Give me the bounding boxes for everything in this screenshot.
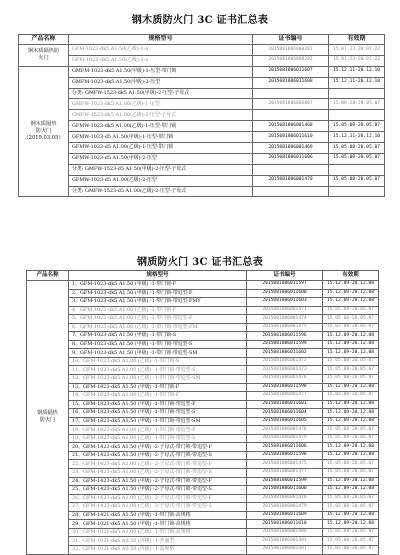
spec-model-cell: GMFM-1023-dk5 A1.50(甲级)-1-压型-带门锁 (69, 66, 253, 77)
validity-cell: 15.05.08-20.05.07 (323, 375, 379, 384)
spec-model-cell: 10、GFM-1023-dk5 A1.00 (乙级) -1-带门锁-S (69, 357, 247, 366)
header-spec-model: 规格型号 (69, 35, 253, 45)
cert-number-cell: 2015081806001483 (247, 537, 323, 546)
spec-model-cell: 25、GFM-1423-dk5 A1.50 (甲级) -2-子母式-带门锁-带追型-S (69, 486, 247, 495)
spec-model-cell: 29、GFM-1021-dk5 A1.50 (甲级) -1-带门锁-高规格 (69, 520, 247, 529)
spec-model-cell: 分类: GMFW-1523-d5 A1.00(乙级)-2-压型-子母式 (69, 186, 253, 197)
cert-number-cell: 2015081806001475 (247, 460, 323, 469)
cert-number-cell: 2015081806001476 (247, 375, 323, 384)
cert-number-cell: 2015081806011603 (247, 298, 323, 307)
table-row (27, 469, 379, 478)
validity-cell: 15.05.08-20.05.07 (323, 503, 379, 512)
cert-number-cell: 2015081806011599 (247, 340, 323, 349)
validity-cell: 15.05.08-20.05.07 (323, 537, 379, 546)
product-name-cell (27, 281, 69, 555)
table-row (27, 392, 379, 401)
table-row (27, 511, 379, 520)
validity-cell: 15.12.11-20.12.10 (329, 66, 385, 77)
table-row (27, 451, 379, 460)
validity-cell (329, 186, 385, 197)
cert-number-cell: 2015081806011602 (247, 349, 323, 358)
table-row (19, 99, 385, 110)
table-row (27, 289, 379, 298)
table2-body (27, 281, 379, 555)
spec-model-cell: 8、GFM-1023-dk5 A1.50 (甲级) -1-带门锁-带追型-S (69, 340, 247, 349)
spec-model-cell: 分类: GMFW-1523-dk5 A1.50(甲级)-2-压型-子母式 (69, 88, 253, 99)
spec-model-cell: 14、GFM-1823-dk5 A1.00 (乙级) -1-带门锁-F (69, 392, 247, 401)
cert-number-cell: 2015081806001475 (247, 323, 323, 332)
spec-model-cell: GMFM-1023-dk5 A1.50(甲级)-2-压型 (69, 77, 253, 88)
certificate-table-steel (26, 270, 379, 555)
cert-number-cell: 2015081806011600 (247, 486, 323, 495)
cert-number-cell: 2015081806001468 (253, 121, 329, 132)
cert-number-cell: 2015081806011606 (253, 153, 329, 164)
table-row (19, 110, 385, 121)
cert-number-cell: 2015081806011610 (247, 520, 323, 529)
table-row (27, 323, 379, 332)
spec-model-cell: 28、GFM-1421-dk5 A1.50 (甲级) -1-带门锁-高规格 (69, 511, 247, 520)
spec-model-cell: 7、GFM-1023-dk5 A1.50 (甲级) -1-带门锁-S (69, 332, 247, 341)
table-header-row (19, 35, 385, 45)
cert-number-cell (253, 186, 329, 197)
spec-model-cell: 19、GFM-1823-dk5 A1.00 (乙级) -1-带门锁-带追型-S (69, 434, 247, 443)
table-header-row (27, 271, 379, 281)
cert-number-cell: 2015081806001479 (247, 434, 323, 443)
table2-title: 钢质防火门 3C 证书汇总表 (136, 257, 264, 268)
validity-cell: 15.05.08-20.05.07 (323, 460, 379, 469)
validity-cell: 15.12.09-20.12.08 (323, 486, 379, 495)
spec-model-cell: GFM-1023-dk5 A1.50(乙级)-1-a (69, 45, 253, 56)
table-row (27, 281, 379, 290)
spec-model-cell: GFMW-1023-d5 A1.50(甲级)-1-压型-带门锁 (69, 132, 253, 143)
table-row (27, 477, 379, 486)
table-row (19, 66, 385, 77)
spec-model-cell: 15、GFM-1823-dk5 A1.50 (甲级) -1-带门锁-带追型-F (69, 400, 247, 409)
cert-number-cell: 2015081806011600 (247, 289, 323, 298)
spec-model-cell: GMFW-1023-dk5 A1.00(乙级)-1-压型 (69, 99, 253, 110)
table-row (19, 153, 385, 164)
spec-model-cell: 26、GFM-1423-dk5 A1.00 (乙级) -2-子母式-带门锁-带追型-F (69, 494, 247, 503)
table-row (19, 121, 385, 132)
spec-model-cell: 21、GFM-1423-dk5 A1.50 (甲级) -2-子母式-带门锁-带追型-S (69, 451, 247, 460)
spec-model-cell: 分类: GMFW-1523-d5 A1.50(甲级)-2-压型-子母式 (69, 164, 253, 175)
cert-number-cell: 2015081806001481 (247, 545, 323, 554)
cert-number-cell: 2015081806011609 (247, 511, 323, 520)
spec-model-cell: 5、GFM-1023-dk5 A1.00 (乙级) -1-带门锁-带追型-F (69, 315, 247, 324)
validity-cell: 15.05.08-20.05.07 (323, 426, 379, 435)
product-name-line: 钢质隔热 (37, 410, 58, 417)
validity-cell: 15.05.08-20.05.07 (323, 357, 379, 366)
table-row (19, 77, 385, 88)
table-row (27, 460, 379, 469)
product-name-line: 钢木质隔热防 (27, 48, 60, 55)
cert-number-cell: 2015081806011596 (247, 332, 323, 341)
cert-number-cell: 2015081806001471 (247, 306, 323, 315)
validity-cell: 15.05.08-20.05.07 (323, 323, 379, 332)
certificate-table-steel-wood (18, 34, 385, 197)
cert-number-cell: 2015081806011606 (247, 443, 323, 452)
validity-cell: 15.05.08-20.05.07 (329, 175, 385, 186)
cert-number-cell: 2015081806011598 (247, 451, 323, 460)
table-row (27, 486, 379, 495)
header-product-name: 产品名称 (27, 271, 69, 281)
table-row (27, 400, 379, 409)
validity-cell: 15.05.08-20.05.07 (323, 545, 379, 554)
validity-cell: 15.12.11-20.12.10 (329, 132, 385, 143)
product-name-line: 防火门 (39, 417, 56, 424)
table-row (27, 332, 379, 341)
spec-model-cell: GFM-1023-dk5 A1.50(乙级)-1-a (69, 55, 253, 66)
spec-model-cell: 16、GFM-1823-dk5 A1.50 (甲级) -1-带门锁-带追型-S (69, 409, 247, 418)
product-name-line: 防火门 (35, 128, 52, 135)
validity-cell: 15.12.09-20.12.08 (323, 383, 379, 392)
cert-number-cell: 2015081806011605 (247, 417, 323, 426)
table-row (19, 132, 385, 143)
cert-number-cell: 2015081806001478 (247, 426, 323, 435)
spec-model-cell: 24、GFM-1423-dk5 A1.50 (甲级) -2-子母式-带门锁-带追型-F (69, 477, 247, 486)
header-spec-model: 规格型号 (69, 271, 247, 281)
table-row (27, 417, 379, 426)
table-row (19, 164, 385, 175)
header-cert-number: 证书编号 (253, 35, 329, 45)
table-row (27, 545, 379, 554)
table-row (27, 443, 379, 452)
validity-cell: 15.05.08-20.05.07 (329, 153, 385, 164)
table-row (27, 357, 379, 366)
spec-model-cell: 18、GFM-1823-dk5 A1.00 (乙级) -1-带门锁-带追型-F (69, 426, 247, 435)
table1-body (19, 45, 385, 197)
spec-model-cell: GFMW-1023-d5 A1.50(甲级)-2-压型 (69, 153, 253, 164)
table1-title: 钢木质防火门 3C 证书汇总表 (131, 15, 269, 26)
validity-cell: 15.07.23-20.07.22 (329, 55, 385, 66)
spec-model-cell: 30、GFM-1021-dk5 A1.00 (乙级) -1-带门锁-高规格 (69, 528, 247, 537)
cert-number-cell: 2015081806001480 (247, 528, 323, 537)
validity-cell: 15.05.08-20.05.07 (323, 392, 379, 401)
spec-model-cell: 4、GFM-1023-dk5 A1.00 (乙级) -1-带门锁-F (69, 306, 247, 315)
table-row (27, 503, 379, 512)
validity-cell: 15.12.09-20.12.08 (323, 289, 379, 298)
table-row (27, 520, 379, 529)
validity-cell (329, 88, 385, 99)
spec-model-cell: 17、GFM-1823-dk5 A1.50 (甲级) -1-带门锁-带追型-SM (69, 417, 247, 426)
cert-number-cell: 2015081806001478 (247, 494, 323, 503)
validity-cell (329, 110, 385, 121)
cert-number-cell: 2015081806006807 (253, 99, 329, 110)
product-name-line: 钢木质隔热 (30, 121, 57, 128)
table-row (27, 298, 379, 307)
product-name-line: 火门 (38, 55, 49, 62)
spec-model-cell: 22、GFM-1423-dk5 A1.00 (乙级) -2-子母式-带门锁-带追型-F (69, 460, 247, 469)
cert-number-cell: 2015081806011607 (253, 66, 329, 77)
validity-cell: 15.12.09-20.12.08 (323, 511, 379, 520)
table-row (19, 45, 385, 56)
table-row (27, 426, 379, 435)
spec-model-cell: 12、GFM-1023-dk5 A1.00 (乙级) -1-带门锁-带追型-SM (69, 375, 247, 384)
validity-cell: 15.07.23-20.07.22 (329, 45, 385, 56)
table-row (27, 434, 379, 443)
validity-cell: 15.12.09-20.12.08 (323, 340, 379, 349)
spec-model-cell: GFMW-1023-dk5 A1.00(乙级)-1-压型-带门锁 (69, 121, 253, 132)
spec-model-cell: 3、GFM-1023-dk5 A1.50 (甲级) -1-带门锁-带追型-FMY (69, 298, 247, 307)
validity-cell: 15.12.11-20.12.10 (329, 77, 385, 88)
spec-model-cell: 6、GFM-1023-dk5 A1.00 (乙级) -1-带门锁-带追型-FM (69, 323, 247, 332)
cert-number-cell: 2015081806008281 (253, 45, 329, 56)
spec-model-cell: 13、GFM-1823-dk5 A1.50 (甲级) -1-带门锁-F (69, 383, 247, 392)
spec-model-cell: 11、GFM-1023-dk5 A1.00 (乙级) -1-带门锁-带追型-S (69, 366, 247, 375)
validity-cell: 15.05.08-20.05.07 (323, 528, 379, 537)
table-row (19, 143, 385, 154)
table-row (19, 186, 385, 197)
validity-cell: 15.12.09-20.12.08 (323, 281, 379, 290)
validity-cell: 15.12.09-20.12.08 (323, 417, 379, 426)
spec-model-cell: 27、GFM-1423-dk5 A1.00 (乙级) -2-子母式-带门锁-带追型-S (69, 503, 247, 512)
cert-number-cell: 2015081806011597 (247, 281, 323, 290)
table-row (27, 537, 379, 546)
validity-cell: 15.05.08-20.05.07 (323, 434, 379, 443)
header-validity: 有效期 (323, 271, 379, 281)
spec-model-cell: 9、GFM-1023-dk5 A1.50 (甲级) -1-带门锁-带追型-SM (69, 349, 247, 358)
validity-cell: 15.05.08-20.05.07 (323, 315, 379, 324)
validity-cell: 15.12.09-20.12.08 (323, 520, 379, 529)
validity-cell: 15.12.09-20.12.08 (323, 477, 379, 486)
validity-cell: 15.12.09-20.12.08 (323, 443, 379, 452)
spec-model-cell: 32、GFM-1021-dk5 A0.50 (丙级) -1-高规格 (69, 545, 247, 554)
validity-cell: 15.05.08-20.05.07 (329, 143, 385, 154)
table-row (27, 528, 379, 537)
cert-number-cell: 2015081806011608 (253, 77, 329, 88)
validity-cell: 15.05.08-20.05.07 (323, 494, 379, 503)
table-row (27, 494, 379, 503)
product-name-line: （2019.03.05） (23, 135, 64, 142)
cert-number-cell: 2015081806001469 (253, 143, 329, 154)
table-row (27, 315, 379, 324)
cert-number-cell: 2015081806011599 (247, 477, 323, 486)
cert-number-cell: 2015081806008282 (253, 55, 329, 66)
cert-number-cell: 2015081806011604 (247, 409, 323, 418)
cert-number-cell: 2015081806011601 (247, 400, 323, 409)
cert-number-cell: 2015081806001477 (247, 469, 323, 478)
product-name-cell (19, 45, 69, 67)
cert-number-cell: 2015081806001472 (247, 357, 323, 366)
table-row (19, 88, 385, 99)
validity-cell: 15.12.09-20.12.08 (323, 332, 379, 341)
table-row (19, 175, 385, 186)
spec-model-cell: GMFW-1523-dk5 A1.00(乙级)-2-压型-子母式 (69, 110, 253, 121)
validity-cell: 15.12.09-20.12.08 (323, 451, 379, 460)
validity-cell: 15.12.09-20.12.08 (323, 298, 379, 307)
validity-cell: 15.12.09-20.12.08 (323, 349, 379, 358)
validity-cell: 15.05.08-20.05.07 (323, 306, 379, 315)
table-row (27, 383, 379, 392)
cert-number-cell: 2015081806001470 (253, 175, 329, 186)
validity-cell: 15.12.09-20.12.08 (323, 409, 379, 418)
table-row (27, 375, 379, 384)
spec-model-cell: 1、GFM-1023-dk5 A1.50 (甲级) -1-带门锁-F (69, 281, 247, 290)
product-name-cell (19, 66, 69, 197)
spec-model-cell: GFMW-1023-d5 A1.00(乙级)-1-压型-带门锁 (69, 143, 253, 154)
spec-model-cell: GFMW-1023-d5 A1.00(乙级)-2-压型 (69, 175, 253, 186)
cert-number-cell: 2015081806011610 (253, 132, 329, 143)
table-row (27, 366, 379, 375)
cert-number-cell (253, 110, 329, 121)
cert-number-cell (253, 164, 329, 175)
table-row (27, 340, 379, 349)
spec-model-cell: 23、GFM-1423-dk5 A1.00 (乙级) -2-子母式-带门锁-带追型-S (69, 469, 247, 478)
cert-number-cell (253, 88, 329, 99)
cert-number-cell: 2015081806001474 (247, 315, 323, 324)
table-row (27, 409, 379, 418)
validity-cell (329, 164, 385, 175)
validity-cell: 15.12.09-20.12.08 (323, 400, 379, 409)
validity-cell: 15.08.28-20.05.07 (329, 99, 385, 110)
table-row (27, 306, 379, 315)
validity-cell: 15.05.08-20.05.07 (323, 366, 379, 375)
cert-number-cell: 2015081806011598 (247, 383, 323, 392)
table-row (19, 55, 385, 66)
spec-model-cell: 2、GFM-1023-dk5 A1.50 (甲级) -1-带门锁-带追型-F (69, 289, 247, 298)
header-cert-number: 证书编号 (247, 271, 323, 281)
header-validity: 有效期 (329, 35, 385, 45)
spec-model-cell: 20、GFM-1423-dk5 A1.50 (甲级) -2-子母式-带门锁-带追型-F (69, 443, 247, 452)
validity-cell: 15.05.08-20.05.07 (329, 121, 385, 132)
cert-number-cell: 2015081806001473 (247, 366, 323, 375)
cert-number-cell: 2015081806001479 (247, 503, 323, 512)
validity-cell: 15.05.08-20.05.07 (323, 469, 379, 478)
spec-model-cell: 31、GFM-1021-dk5 A0.50 (丙级) -1-普通型 (69, 537, 247, 546)
table-row (27, 349, 379, 358)
header-product-name: 产品名称 (19, 35, 69, 45)
cert-number-cell: 2015081806001477 (247, 392, 323, 401)
